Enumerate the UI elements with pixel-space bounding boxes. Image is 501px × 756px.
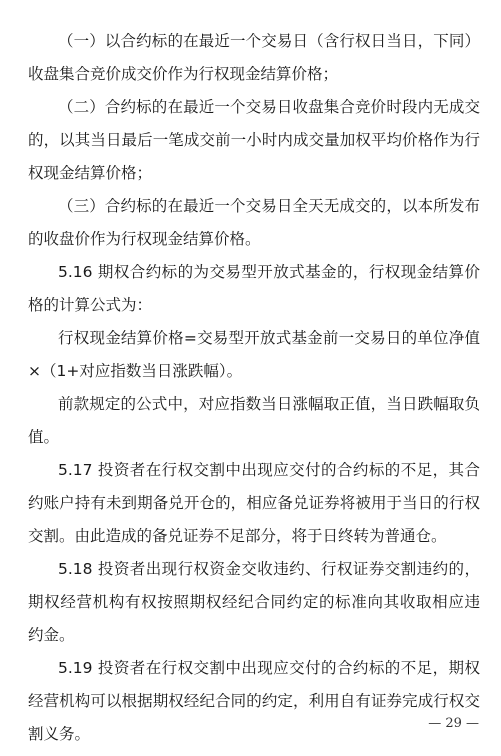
formula-line: 行权现金结算价格=交易型开放式基金前一交易日的单位净值 [58, 329, 480, 347]
paragraph-line: 权现金结算价格； [28, 164, 153, 182]
paragraph-line: 经营机构可以根据期权经纪合同的约定，利用自有证券完成行权交 [28, 692, 480, 710]
paragraph-line: 5.18 投资者出现行权资金交收违约、行权证券交割违约的， [58, 560, 480, 578]
paragraph-line: 格的计算公式为： [28, 296, 153, 314]
paragraph-line: 收盘集合竞价成交价作为行权现金结算价格； [28, 65, 339, 83]
paragraph-line: 5.16 期权合约标的为交易型开放式基金的，行权现金结算价 [58, 263, 480, 281]
paragraph-line: （二）合约标的在最近一个交易日收盘集合竞价时段内无成交 [58, 98, 480, 116]
paragraph-line: 期权经营机构有权按照期权经纪合同约定的标准向其收取相应违 [28, 593, 480, 611]
page-number: — 29 — [428, 716, 479, 731]
paragraph-line: 割义务。 [28, 725, 91, 743]
paragraph-line: 前款规定的公式中，对应指数当日涨幅取正值，当日跌幅取负 [58, 395, 480, 413]
paragraph-line: 约金。 [28, 626, 75, 644]
paragraph-line: （三）合约标的在最近一个交易日全天无成交的，以本所发布 [58, 197, 480, 215]
formula-line: ×（1+对应指数当日涨跌幅）。 [28, 362, 243, 380]
paragraph-line: 约账户持有未到期备兑开仓的，相应备兑证券将被用于当日的行权 [28, 494, 480, 512]
paragraph-line: 的收盘价作为行权现金结算价格。 [28, 230, 261, 248]
paragraph-line: （一）以合约标的在最近一个交易日（含行权日当日，下同） [58, 32, 480, 50]
paragraph-line: 交割。由此造成的备兑证券不足部分，将于日终转为普通仓。 [28, 527, 447, 545]
paragraph-line: 的，以其当日最后一笔成交前一小时内成交量加权平均价格作为行 [28, 131, 480, 149]
paragraph-line: 值。 [28, 428, 60, 446]
paragraph-line: 5.19 投资者在行权交割中出现应交付的合约标的不足，期权 [58, 659, 480, 677]
paragraph-line: 5.17 投资者在行权交割中出现应交付的合约标的不足，其合 [58, 461, 480, 479]
